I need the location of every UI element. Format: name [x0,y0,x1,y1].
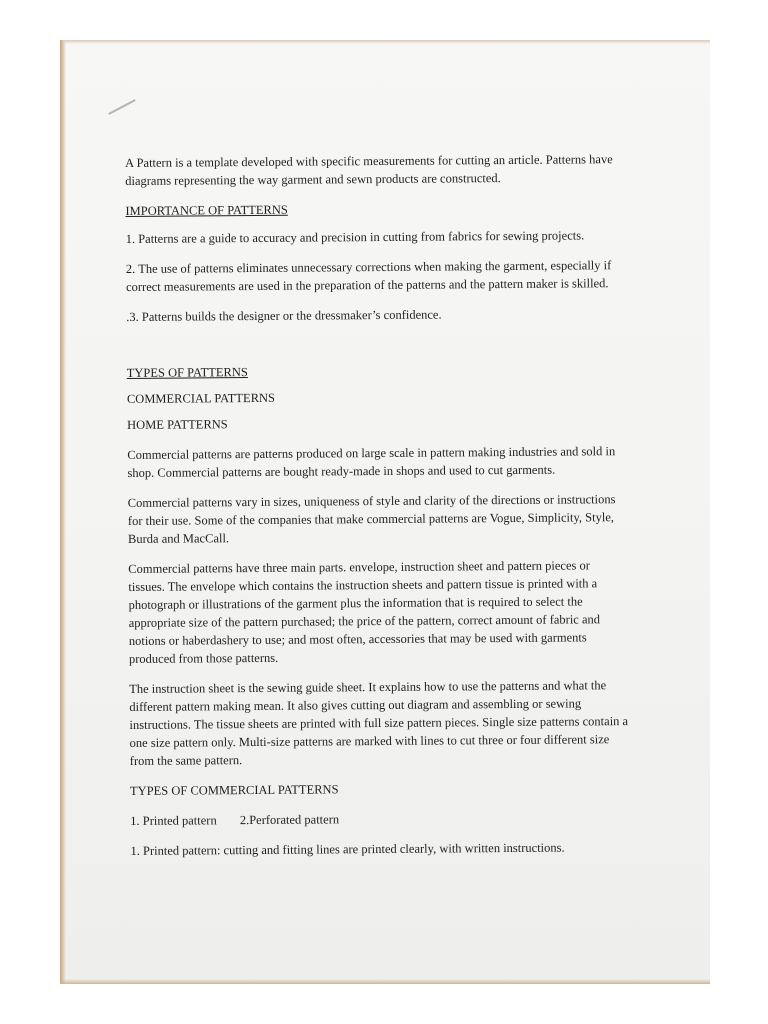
commercial-type-perforated: 2.Perforated pattern [239,812,340,828]
commercial-type-printed: 1. Printed pattern [130,813,217,828]
document-body [125,150,631,860]
paper-bottom-edge [60,979,710,984]
types-heading: TYPES OF PATTERNS [126,365,248,380]
importance-item-3: .3. Patterns builds the designer or the dressmaker’s confidence. [126,307,442,324]
commercial-variety-paragraph: Commercial patterns vary in sizes, uniqueness of style and clarity of the directions or instructions for their use. Some of the companies that make commercial patterns are Vogue, Simplicity, Style, Burda and MacCall. [127,492,616,546]
printed-pattern-description: 1. Printed pattern: cutting and fitting lines are printed clearly, with written instructions. [130,840,565,858]
importance-heading: IMPORTANCE OF PATTERNS [125,202,288,218]
intro-paragraph: A Pattern is a template developed with specific measurements for cutting an article. Patterns have diagrams representing the way garment and sewn products are constructed. [125,152,613,188]
importance-item-2: 2. The use of patterns eliminates unnecessary corrections when making the garment, especially if correct measurements are used in the preparation of the patterns and the pattern maker is skilled. [125,258,612,294]
importance-item-1: 1. Patterns are a guide to accuracy and precision in cutting from fabrics for sewing projects. [125,228,585,246]
commercial-types-heading: TYPES OF COMMERCIAL PATTERNS [129,782,339,798]
commercial-parts-paragraph: Commercial patterns have three main parts. envelope, instruction sheet and pattern pieces or tissues. The envelope which contains the instruction sheets and pattern tissue is printed with a photograph or illustrations of the garment plus the information that is required to select the appropriate size of the pattern purchased; the price of the pattern, correct amount of fabric and notions or haberdashery to use; and most often, accessories that may be used with garments produced from those patterns. [128,558,601,666]
type-home: HOME PATTERNS [127,417,228,432]
paper-top-edge [60,40,710,44]
commercial-types-list [130,808,630,830]
type-commercial: COMMERCIAL PATTERNS [126,390,276,406]
paper-sheet [60,40,710,984]
commercial-definition-paragraph: Commercial patterns are patterns produced on large scale in pattern making industries and sold in shop. Commercial patterns are bought ready-made in shops and used to cut garments. [127,444,616,480]
instruction-sheet-paragraph: The instruction sheet is the sewing guide sheet. It explains how to use the patterns and what the different pattern making mean. It also gives cutting out diagram and assembling or sewing instructions. The tissue sheets are printed with full size pattern pieces. Single size patterns contain a one size pattern only. Multi-size patterns are marked with lines to cut three or four different size from the same pattern. [129,678,629,768]
paper-fold-mark [108,99,135,115]
paper-left-edge [60,40,66,984]
